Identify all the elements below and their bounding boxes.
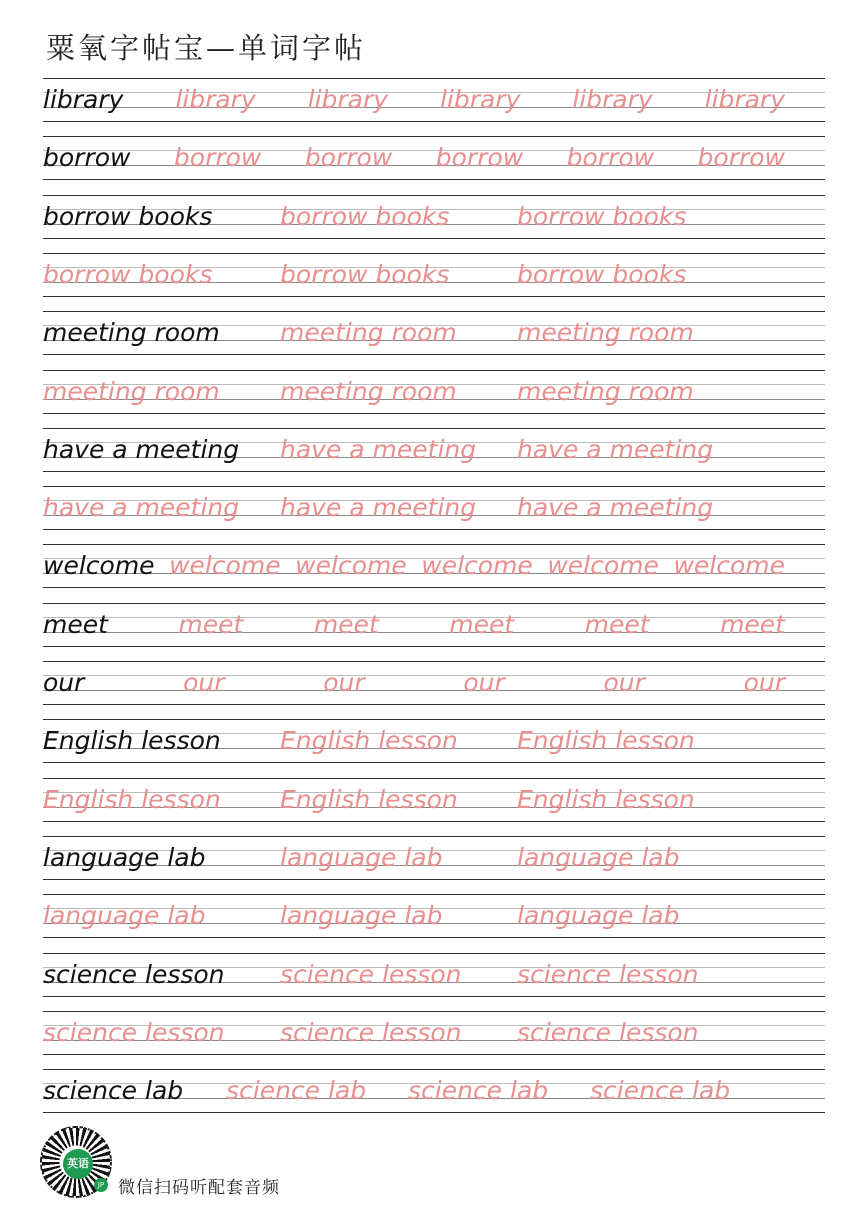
guide-line (43, 937, 825, 938)
trace-word: meet (720, 609, 785, 639)
trace-word: welcome (421, 551, 533, 581)
row-words (43, 840, 825, 876)
guide-line (43, 544, 825, 545)
guide-line (43, 354, 825, 355)
guide-line (43, 719, 825, 720)
row-words (43, 140, 825, 176)
trace-word: borrow (697, 143, 785, 173)
trace-word: meeting room (517, 318, 694, 348)
trace-word: language lab (517, 842, 680, 872)
row-words (43, 607, 825, 643)
practice-row (43, 486, 825, 530)
trace-word: language lab (280, 842, 443, 872)
trace-word: borrow (566, 143, 655, 173)
guide-line (43, 778, 825, 779)
guide-line (43, 78, 825, 79)
trace-word: have a meeting (280, 434, 477, 464)
trace-word: English lesson (43, 784, 221, 814)
row-words (43, 548, 825, 584)
model-word: borrow books (43, 201, 213, 231)
trace-word: language lab (43, 901, 206, 931)
trace-word: meeting room (280, 318, 457, 348)
trace-word: have a meeting (517, 434, 714, 464)
practice-row (43, 953, 825, 997)
trace-word: welcome (547, 551, 659, 581)
trace-word: English lesson (280, 784, 458, 814)
row-words (43, 257, 825, 293)
guide-line (43, 296, 825, 297)
trace-word: science lesson (280, 959, 462, 989)
trace-word: science lesson (517, 959, 699, 989)
practice-row (43, 1069, 825, 1113)
guide-line (43, 486, 825, 487)
model-word: our (43, 668, 85, 697)
row-words (43, 723, 825, 759)
model-word: have a meeting (43, 434, 240, 464)
model-word: welcome (43, 551, 155, 581)
row-words (43, 957, 825, 993)
trace-word: meeting room (43, 376, 220, 406)
guide-line (43, 1069, 825, 1070)
footer (40, 1126, 360, 1200)
trace-word: borrow books (43, 259, 213, 289)
row-words (43, 1073, 825, 1109)
guide-line (43, 471, 825, 472)
row-words (43, 490, 825, 526)
guide-line (43, 953, 825, 954)
trace-word: borrow books (280, 259, 450, 289)
trace-word: borrow (435, 143, 524, 173)
practice-row (43, 836, 825, 880)
qr-center-label: 英语 (63, 1149, 93, 1179)
trace-word: library (572, 85, 653, 114)
trace-word: borrow books (280, 201, 450, 231)
practice-row (43, 894, 825, 938)
trace-word: meeting room (517, 376, 694, 406)
trace-word: meet (584, 609, 650, 639)
trace-word: science lesson (517, 1017, 699, 1047)
guide-line (43, 821, 825, 822)
trace-word: borrow books (517, 201, 687, 231)
guide-line (43, 136, 825, 137)
trace-word: our (743, 668, 785, 697)
trace-word: English lesson (517, 726, 695, 756)
model-word: library (43, 85, 124, 114)
practice-row (43, 719, 825, 763)
trace-word: have a meeting (43, 493, 240, 523)
trace-word: our (463, 668, 505, 697)
guide-line (43, 704, 825, 705)
guide-line (43, 238, 825, 239)
row-words (43, 432, 825, 468)
guide-line (43, 311, 825, 312)
guide-line (43, 836, 825, 837)
model-word: science lesson (43, 959, 225, 989)
model-word: language lab (43, 842, 206, 872)
model-word: science lab (43, 1076, 184, 1106)
guide-line (43, 195, 825, 196)
trace-word: welcome (295, 551, 407, 581)
guide-line (43, 121, 825, 122)
trace-word: meet (313, 609, 379, 639)
practice-row (43, 370, 825, 414)
practice-row (43, 311, 825, 355)
trace-word: have a meeting (280, 493, 477, 523)
guide-line (43, 1112, 825, 1113)
row-words (43, 374, 825, 410)
practice-row (43, 603, 825, 647)
row-words (43, 1015, 825, 1051)
trace-word: meet (449, 609, 515, 639)
guide-line (43, 413, 825, 414)
page-title: 粟氧字帖宝—单词字帖 (46, 31, 367, 65)
guide-line (43, 646, 825, 647)
trace-word: library (307, 85, 389, 114)
guide-line (43, 253, 825, 254)
trace-word: borrow (173, 143, 262, 173)
row-words (43, 82, 825, 118)
trace-word: meet (178, 609, 244, 639)
practice-row (43, 253, 825, 297)
guide-line (43, 894, 825, 895)
trace-word: science lab (226, 1076, 367, 1106)
guide-line (43, 879, 825, 880)
practice-row (43, 661, 825, 705)
practice-row (43, 195, 825, 239)
guide-line (43, 996, 825, 997)
trace-word: English lesson (280, 726, 458, 756)
footer-instruction: 微信扫码听配套音频 (118, 1178, 280, 1198)
guide-line (43, 428, 825, 429)
trace-word: welcome (673, 551, 785, 581)
practice-row (43, 78, 825, 122)
trace-word: library (704, 85, 785, 114)
qr-badge: JP (94, 1178, 108, 1192)
row-words (43, 782, 825, 818)
qr-code-icon[interactable] (40, 1126, 112, 1198)
trace-word: language lab (280, 901, 443, 931)
row-words (43, 665, 825, 701)
trace-word: borrow books (517, 259, 687, 289)
trace-word: library (175, 85, 256, 114)
practice-row (43, 544, 825, 588)
practice-row (43, 136, 825, 180)
guide-line (43, 661, 825, 662)
model-word: English lesson (43, 726, 221, 756)
trace-word: have a meeting (517, 493, 714, 523)
trace-word: library (439, 85, 521, 114)
trace-word: our (603, 668, 645, 697)
guide-line (43, 762, 825, 763)
guide-line (43, 179, 825, 180)
trace-word: science lab (408, 1076, 549, 1106)
model-word: meet (43, 609, 108, 639)
guide-line (43, 587, 825, 588)
trace-word: science lesson (280, 1017, 462, 1047)
trace-word: language lab (517, 901, 680, 931)
row-words (43, 315, 825, 351)
guide-line (43, 603, 825, 604)
trace-word: borrow (304, 143, 393, 173)
trace-word: science lesson (43, 1017, 225, 1047)
practice-row (43, 778, 825, 822)
guide-line (43, 370, 825, 371)
guide-line (43, 529, 825, 530)
row-words (43, 199, 825, 235)
row-words (43, 898, 825, 934)
trace-word: our (183, 668, 225, 697)
guide-line (43, 1011, 825, 1012)
trace-word: welcome (169, 551, 281, 581)
practice-row (43, 428, 825, 472)
practice-row (43, 1011, 825, 1055)
guide-line (43, 1054, 825, 1055)
trace-word: meeting room (280, 376, 457, 406)
trace-word: science lab (590, 1076, 731, 1106)
trace-word: English lesson (517, 784, 695, 814)
model-word: meeting room (43, 318, 220, 348)
trace-word: our (323, 668, 365, 697)
model-word: borrow (43, 143, 131, 173)
